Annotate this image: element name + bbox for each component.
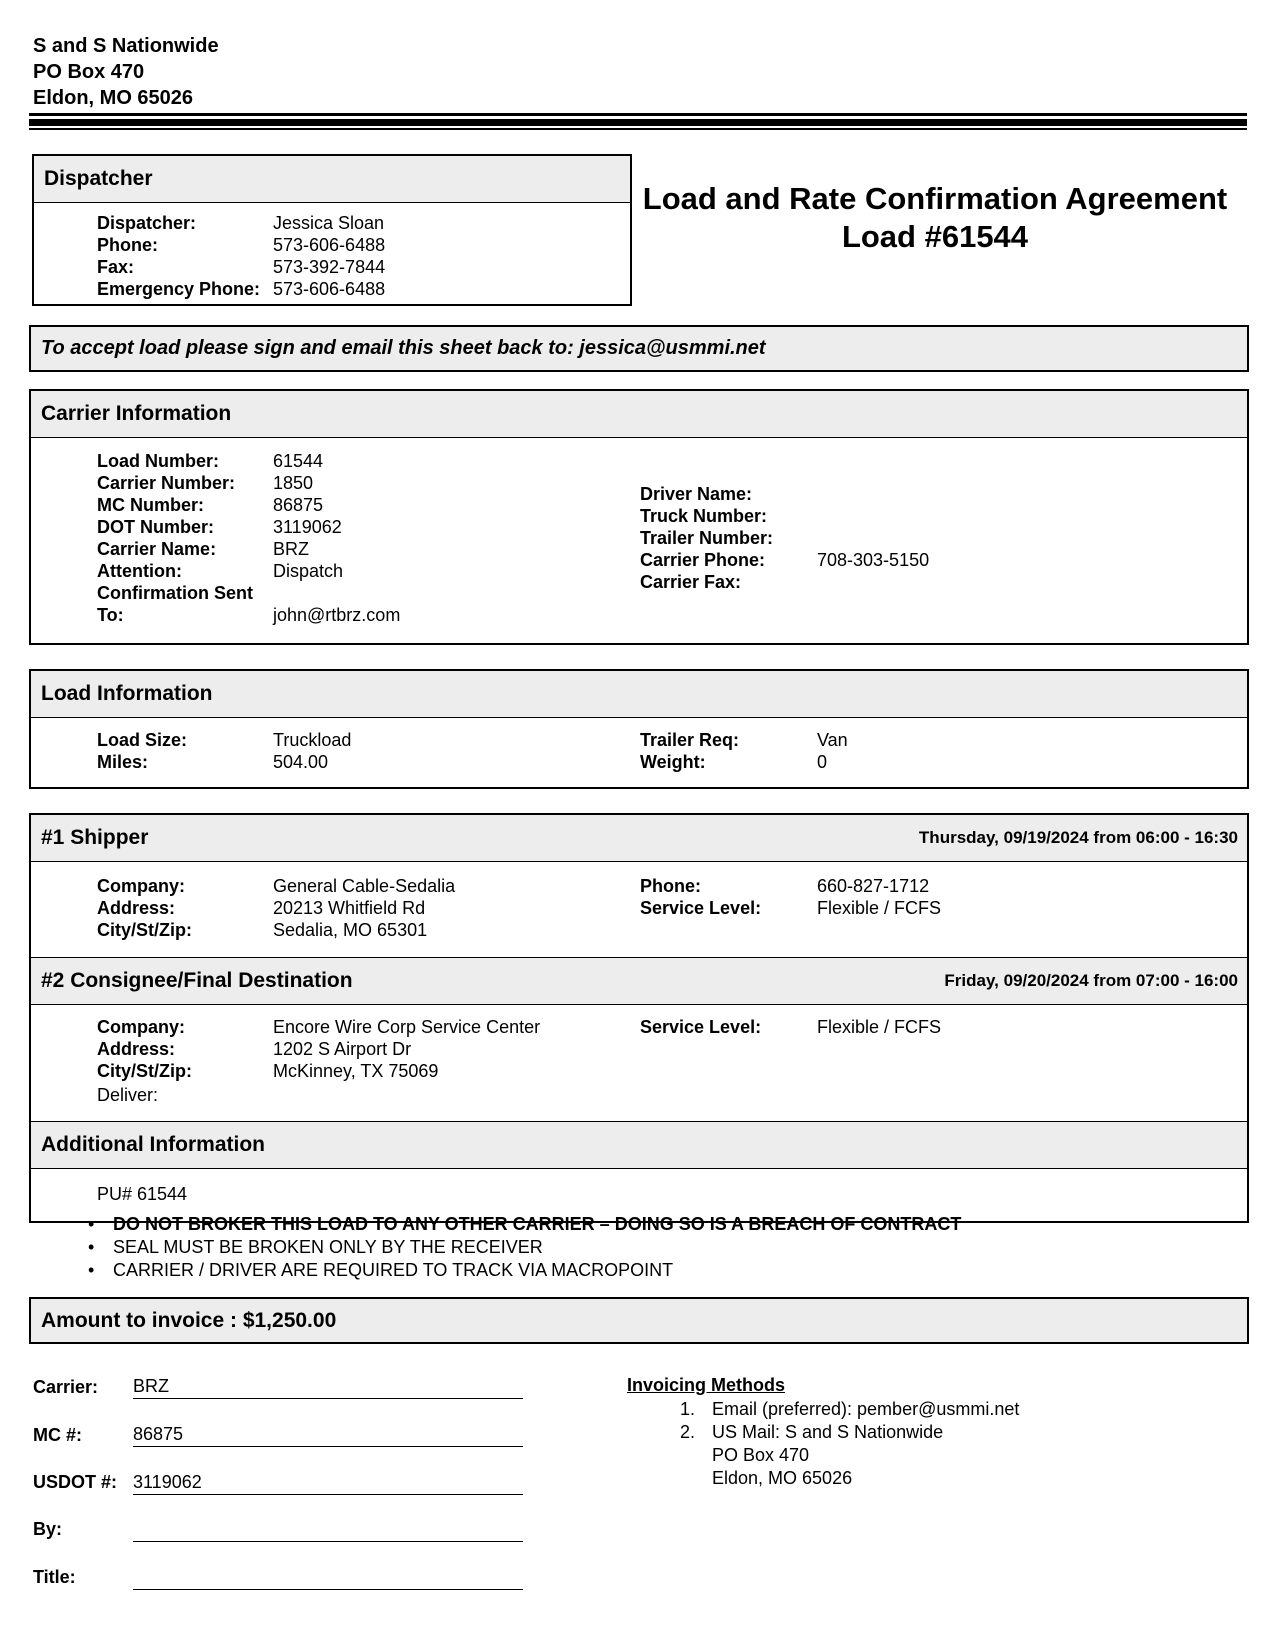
carrier-left-fields bbox=[97, 450, 400, 626]
load-info-box bbox=[29, 669, 1249, 789]
sig-title-field[interactable] bbox=[133, 1567, 523, 1590]
shipper-heading-text: #1 Shipper bbox=[41, 826, 149, 849]
field-label: Carrier Number: bbox=[97, 473, 236, 493]
list-number: 2. bbox=[680, 1422, 696, 1442]
load-left-fields bbox=[97, 729, 351, 773]
shipper-phone-value: 660-827-1712 bbox=[817, 876, 930, 896]
field-label: Fax: bbox=[97, 257, 135, 277]
mc-number-value: 86875 bbox=[273, 495, 324, 515]
bullet-item: CARRIER / DRIVER ARE REQUIRED TO TRACK VIA MACROPOINT bbox=[113, 1260, 674, 1280]
sig-usdot-field[interactable]: 3119062 bbox=[133, 1472, 523, 1495]
consignee-right-fields bbox=[640, 1016, 941, 1038]
accept-text: To accept load please sign and email this sheet back to: jessica@usmmi.net bbox=[41, 337, 766, 359]
shipper-company-value: General Cable-Sedalia bbox=[273, 876, 456, 896]
field-label: DOT Number: bbox=[97, 517, 214, 537]
title-load-number: Load #61544 bbox=[841, 219, 1029, 254]
load-number-value: 61544 bbox=[273, 451, 324, 471]
load-right-fields bbox=[640, 729, 848, 773]
company-address-line2: Eldon, MO 65026 bbox=[33, 87, 194, 109]
field-label: Load Size: bbox=[97, 730, 188, 750]
shipper-city-value: Sedalia, MO 65301 bbox=[273, 920, 428, 940]
company-address-line1: PO Box 470 bbox=[33, 61, 145, 83]
consignee-date: Friday, 09/20/2024 from 07:00 - 16:00 bbox=[944, 971, 1238, 990]
amount-to-invoice bbox=[29, 1297, 1249, 1344]
field-label: Weight: bbox=[640, 752, 706, 772]
field-label: City/St/Zip: bbox=[97, 920, 192, 940]
shipper-address-value: 20213 Whitfield Rd bbox=[273, 898, 426, 918]
carrier-info-heading-text: Carrier Information bbox=[41, 402, 232, 425]
carrier-info-box bbox=[29, 389, 1249, 645]
consignee-company-value: Encore Wire Corp Service Center bbox=[273, 1017, 541, 1037]
list-number: 1. bbox=[680, 1399, 696, 1419]
carrier-number-value: 1850 bbox=[273, 473, 314, 493]
field-label: Confirmation Sent bbox=[97, 583, 253, 603]
consignee-service-level-value: Flexible / FCFS bbox=[817, 1017, 942, 1037]
field-label: Emergency Phone: bbox=[97, 279, 261, 299]
shipper-heading bbox=[31, 815, 1247, 862]
additional-info-heading-text: Additional Information bbox=[41, 1133, 265, 1156]
bullet-icon: • bbox=[88, 1237, 95, 1257]
field-label: Address: bbox=[97, 1039, 176, 1059]
field-label: Company: bbox=[97, 876, 186, 896]
load-info-heading-text: Load Information bbox=[41, 682, 213, 705]
field-label: Miles: bbox=[97, 752, 149, 772]
sig-mc-label: MC #: bbox=[33, 1425, 82, 1445]
sig-carrier-field[interactable]: BRZ bbox=[133, 1376, 523, 1399]
field-label: Service Level: bbox=[640, 898, 762, 918]
field-label: City/St/Zip: bbox=[97, 1061, 192, 1081]
invoicing-methods-heading: Invoicing Methods bbox=[627, 1375, 786, 1395]
shipper-service-level-value: Flexible / FCFS bbox=[817, 898, 942, 918]
invoice-mail-line3: Eldon, MO 65026 bbox=[712, 1468, 853, 1488]
carrier-name-value: BRZ bbox=[273, 539, 309, 559]
shipper-left-fields bbox=[97, 875, 455, 941]
field-label: Load Number: bbox=[97, 451, 220, 471]
consignee-heading-text: #2 Consignee/Final Destination bbox=[41, 969, 353, 992]
company-header bbox=[33, 33, 219, 111]
dispatcher-heading bbox=[34, 156, 630, 203]
sig-carrier-label: Carrier: bbox=[33, 1377, 99, 1397]
header-rule-thick bbox=[29, 119, 1247, 126]
sig-usdot-label: USDOT #: bbox=[33, 1472, 118, 1492]
header-rule-bottom bbox=[29, 128, 1247, 130]
bullet-item: DO NOT BROKER THIS LOAD TO ANY OTHER CARRIER – DOING SO IS A BREACH OF CONTRACT bbox=[113, 1214, 962, 1234]
weight-value: 0 bbox=[817, 752, 828, 772]
company-name: S and S Nationwide bbox=[33, 35, 219, 57]
sig-title-label: Title: bbox=[33, 1567, 76, 1587]
field-label: Phone: bbox=[97, 235, 158, 255]
invoice-mail-line1: US Mail: S and S Nationwide bbox=[712, 1422, 944, 1442]
header-rule-top bbox=[29, 113, 1247, 116]
consignee-left-fields bbox=[97, 1016, 540, 1106]
field-label: Attention: bbox=[97, 561, 182, 581]
bullet-icon: • bbox=[88, 1214, 95, 1234]
field-label: Carrier Phone: bbox=[640, 550, 766, 570]
field-label: Phone: bbox=[640, 876, 701, 896]
field-label: MC Number: bbox=[97, 495, 204, 515]
carrier-right-fields bbox=[640, 483, 929, 593]
sig-by-field[interactable] bbox=[133, 1519, 523, 1542]
field-label: Trailer Req: bbox=[640, 730, 740, 750]
dispatcher-fields bbox=[97, 212, 385, 300]
deliver-label: Deliver: bbox=[97, 1085, 159, 1105]
field-label: Carrier Name: bbox=[97, 539, 217, 559]
terms-bullets bbox=[88, 1213, 961, 1282]
dot-number-value: 3119062 bbox=[273, 517, 342, 537]
document-title bbox=[630, 180, 1240, 256]
sig-mc-field[interactable]: 86875 bbox=[133, 1424, 523, 1447]
stops-box bbox=[29, 813, 1249, 1223]
dispatcher-fax: 573-392-7844 bbox=[273, 257, 386, 277]
amount-text: Amount to invoice : $1,250.00 bbox=[41, 1308, 337, 1332]
carrier-info-heading bbox=[31, 391, 1247, 438]
confirmation-email-value: john@rtbrz.com bbox=[273, 605, 401, 625]
sig-by-label: By: bbox=[33, 1519, 63, 1539]
accept-instructions bbox=[29, 325, 1249, 372]
load-size-value: Truckload bbox=[273, 730, 352, 750]
additional-info-content bbox=[97, 1183, 187, 1205]
field-label: Company: bbox=[97, 1017, 186, 1037]
invoice-email: Email (preferred): pember@usmmi.net bbox=[712, 1399, 1020, 1419]
title-line1: Load and Rate Confirmation Agreement bbox=[642, 181, 1228, 216]
consignee-address-value: 1202 S Airport Dr bbox=[273, 1039, 412, 1059]
field-label: To: bbox=[97, 605, 124, 625]
dispatcher-emergency-phone: 573-606-6488 bbox=[273, 279, 386, 299]
dispatcher-name: Jessica Sloan bbox=[273, 213, 385, 233]
field-label: Dispatcher: bbox=[97, 213, 197, 233]
bullet-icon: • bbox=[88, 1260, 95, 1280]
field-label: Service Level: bbox=[640, 1017, 762, 1037]
dispatcher-box bbox=[32, 154, 632, 306]
dispatcher-phone: 573-606-6488 bbox=[273, 235, 386, 255]
invoice-mail-line2: PO Box 470 bbox=[712, 1445, 810, 1465]
shipper-right-fields bbox=[640, 875, 941, 919]
consignee-city-value: McKinney, TX 75069 bbox=[273, 1061, 439, 1081]
additional-info-text: PU# 61544 bbox=[97, 1184, 188, 1204]
field-label: Carrier Fax: bbox=[640, 572, 742, 592]
field-label: Trailer Number: bbox=[640, 528, 774, 548]
bullet-item: SEAL MUST BE BROKEN ONLY BY THE RECEIVER bbox=[113, 1237, 543, 1257]
shipper-date: Thursday, 09/19/2024 from 06:00 - 16:30 bbox=[918, 828, 1238, 847]
attention-value: Dispatch bbox=[273, 561, 344, 581]
additional-info-heading bbox=[31, 1121, 1247, 1169]
field-label: Driver Name: bbox=[640, 484, 753, 504]
miles-value: 504.00 bbox=[273, 752, 329, 772]
field-label: Address: bbox=[97, 898, 176, 918]
load-info-heading bbox=[31, 671, 1247, 718]
consignee-heading bbox=[31, 957, 1247, 1005]
carrier-phone-value: 708-303-5150 bbox=[817, 550, 930, 570]
dispatcher-heading-text: Dispatcher bbox=[44, 167, 153, 190]
trailer-req-value: Van bbox=[817, 730, 848, 750]
field-label: Truck Number: bbox=[640, 506, 768, 526]
invoicing-methods-list bbox=[680, 1398, 1019, 1490]
